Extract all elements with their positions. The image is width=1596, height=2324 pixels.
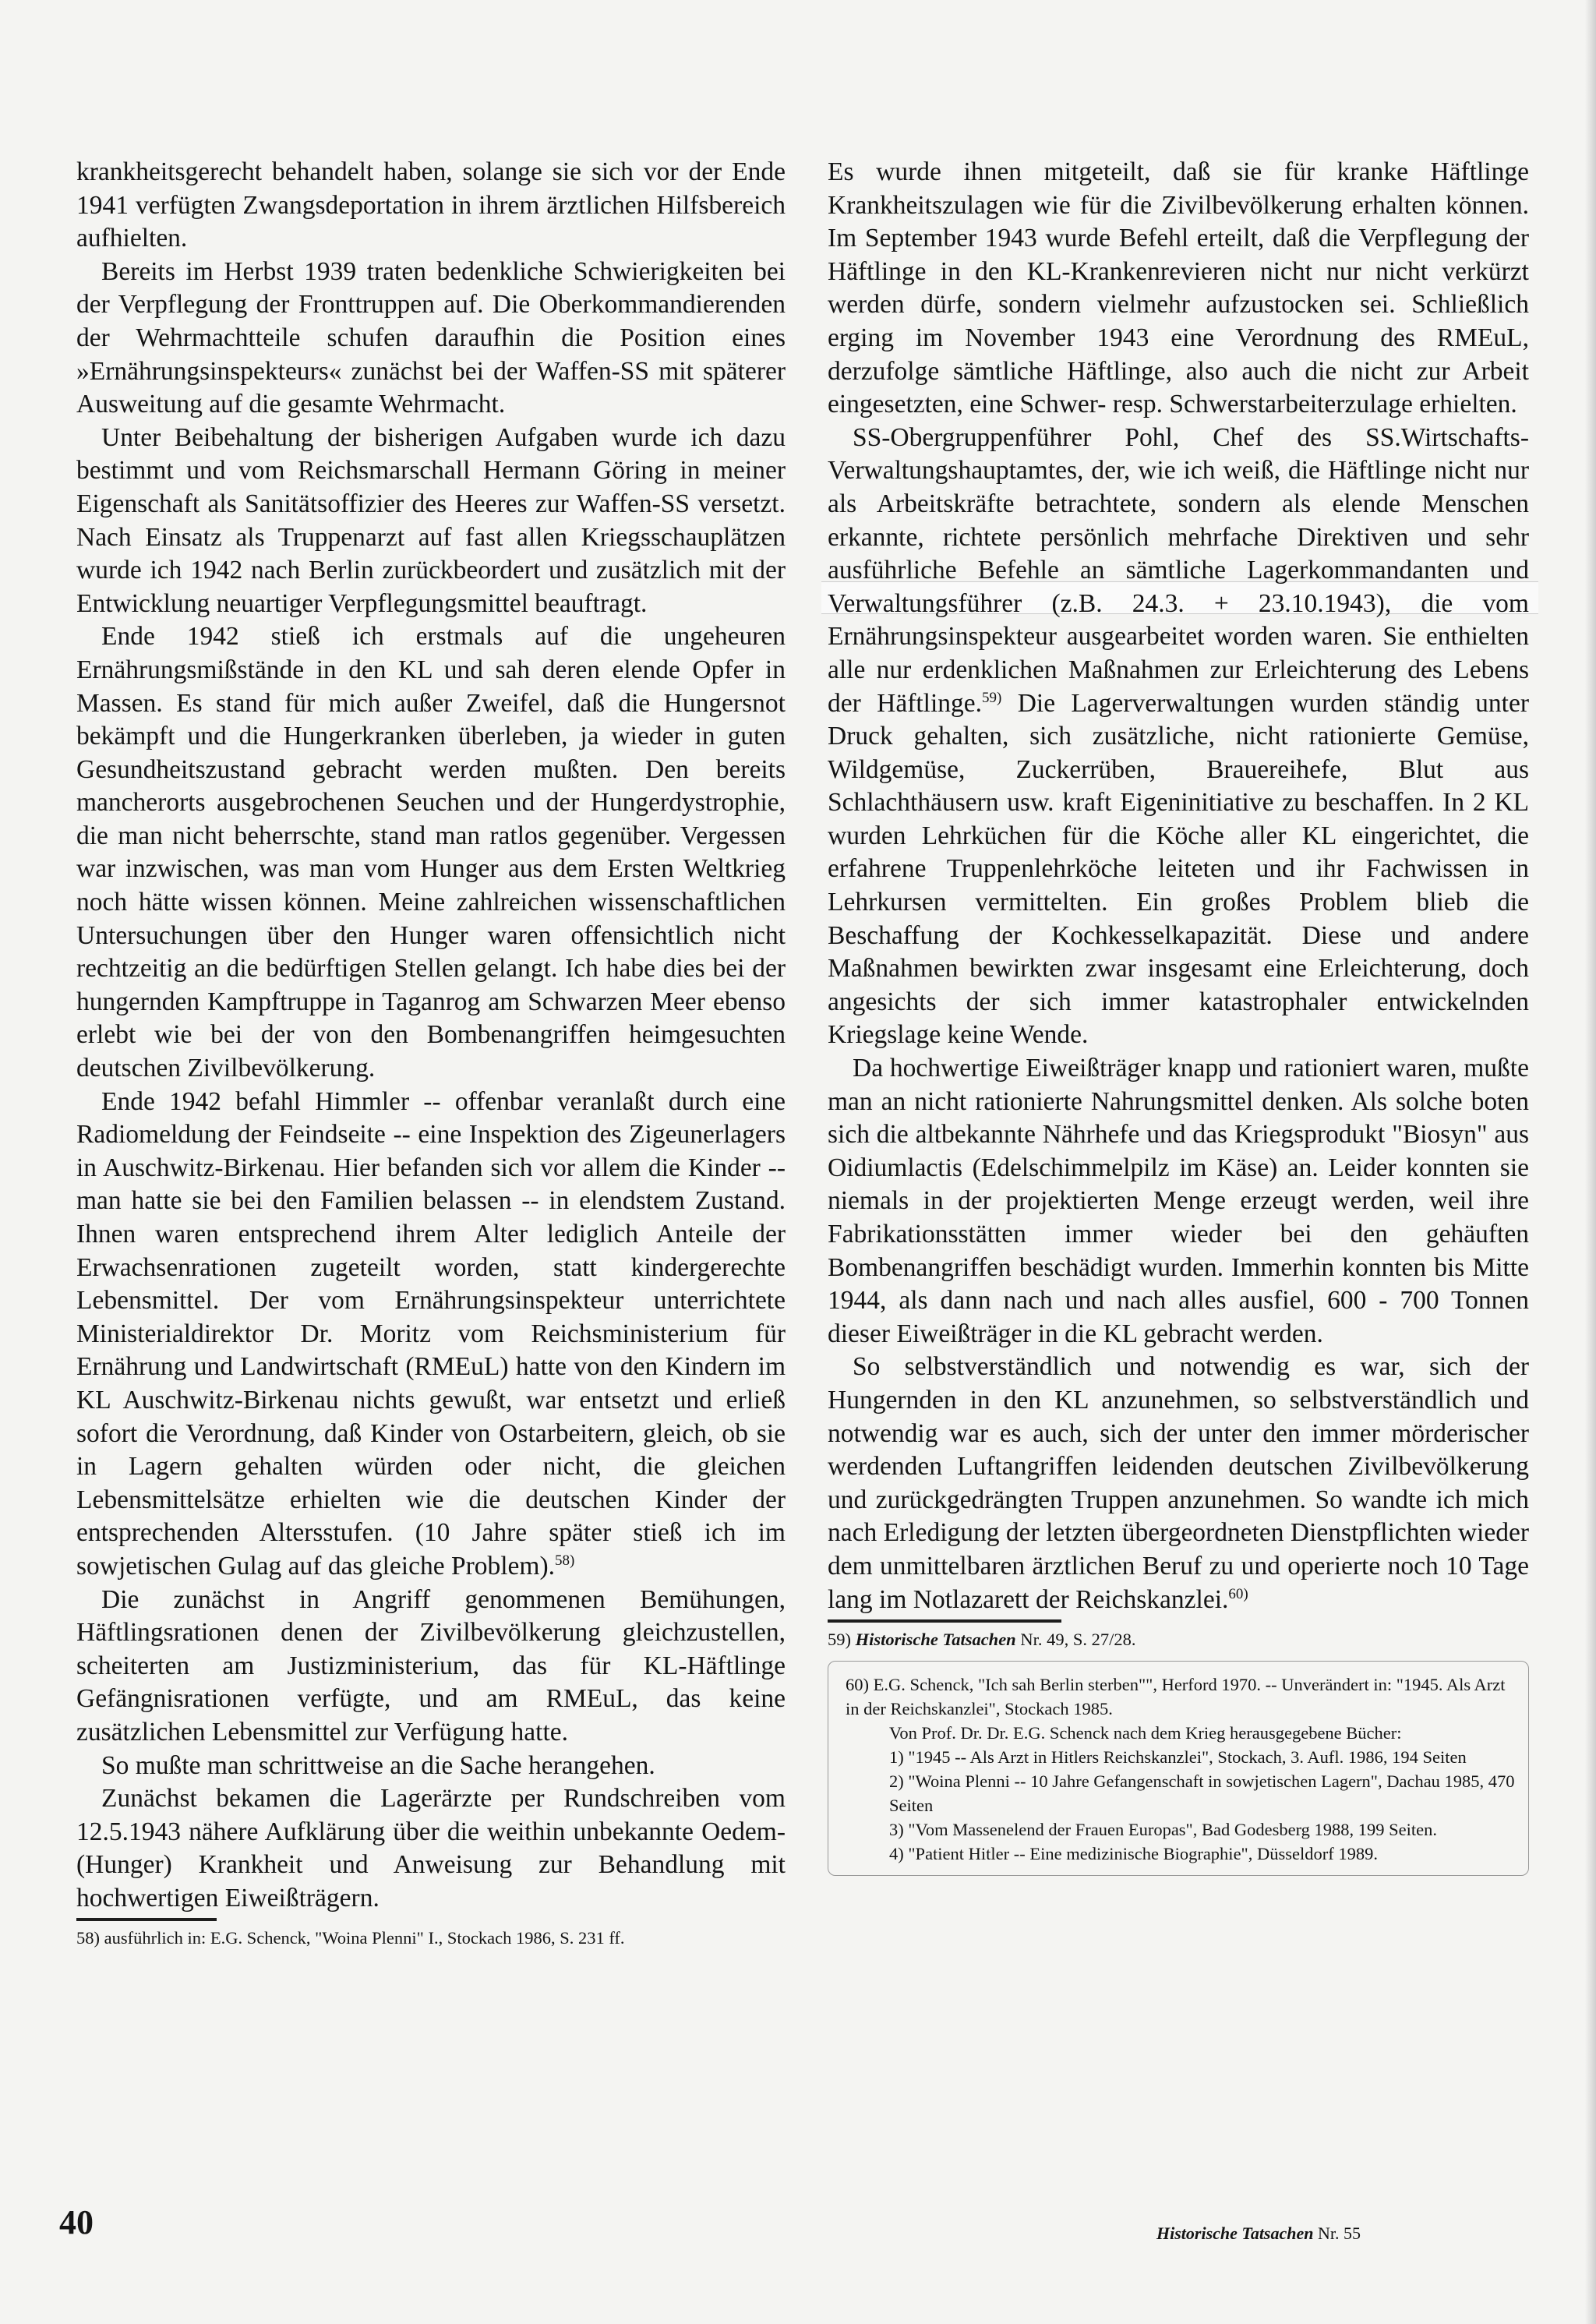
footnote-59-source: Historische Tatsachen [855, 1630, 1016, 1650]
footnote-60-list [846, 1672, 1516, 1866]
page-number: 40 [59, 2203, 94, 2241]
paragraph-2: Bereits im Herbst 1939 traten bedenkliche Schwierigkeiten bei der Verpflegung der Fronttruppen auf. Die Oberkommandierenden der Wehrmachtteile schufen daraufhin die Position eines »Ernährungsinspekteurs« zunächst bei der Waffen-SS mit späterer Ausweitung auf die gesamte Wehrmacht. [76, 256, 786, 419]
footnote-58: 58) ausführlich in: E.G. Schenck, "Woina Plenni" I., Stockach 1986, S. 231 ff. [76, 1928, 625, 1948]
scan-edge-shadow [1585, 0, 1596, 2324]
footnote-60-box [828, 1661, 1529, 1876]
footer-magazine [1156, 2223, 1361, 2244]
footnote-59-rest: Nr. 49, S. 27/28. [1015, 1630, 1136, 1650]
paragraph-r2 [828, 422, 1529, 1052]
paragraph-5 [76, 1086, 786, 1584]
footnote-60-book-2: 2) "Woina Plenni -- 10 Jahre Gefangenschaft in sowjetischen Lagern", Dachau 1985, 470 Seiten [889, 1771, 1515, 1816]
footnote-60-books-heading: Von Prof. Dr. Dr. E.G. Schenck nach dem Krieg herausgegebene Bücher: [889, 1723, 1402, 1743]
paragraph-r4-text: So selbstverständlich und notwendig es war, sich der Hungernden in den KL anzunehmen, so selbstverständlich und notwendig war es auch, sich der unter den immer mörderischer werdenden Luftangriffen leidenden deutschen Zivilbevölkerung und zurückgedrängten Truppen anzunehmen. So wandte ich mich nach Erledigung der letzten übergeordneten Dienstpflichten wieder dem unmittelbaren ärztlichen Beruf zu und operierte noch 10 Tage lang im Notlazarett der Reichskanzlei. [828, 1352, 1529, 1614]
paragraph-5-text: Ende 1942 befahl Himmler -- offenbar veranlaßt durch eine Radiomeldung der Feindseite -- eine Inspektion des Zigeunerlagers in Auschwitz-Birkenau. Hier befanden sich vor allem die Kinder -- man hatte sie bei den Familien belassen -- in elendstem Zustand. Ihnen waren entsprechend ihrem Alter lediglich Anteile der Erwachsenrationen zugeteilt worden, statt kindergerechte Lebensmittel. Der vom Ernährungsinspekteur unterrichtete Ministerialdirektor Dr. Moritz vom Reichsministerium für Ernährung und Landwirtschaft (RMEuL) hatte von den Kindern im KL Auschwitz-Birkenau nichts gewußt, war entsetzt und erließ sofort die Verordnung, daß Kinder von Ostarbeitern, gleich, ob sie in Lagern gehalten würden oder nicht, die gleichen Lebensmittelsätze erhielten wie die deutschen Kinder der entsprechenden Altersstufen. (10 Jahre später stieß ich im sowjetischen Gulag auf das gleiche Problem). [76, 1086, 786, 1581]
paragraph-1: krankheitsgerecht behandelt haben, solange sie sich vor der Ende 1941 verfügten Zwangsdeportation in ihrem ärztlichen Hilfsbereich aufhielten. [76, 157, 786, 253]
footnote-60-book-1: 1) "1945 -- Als Arzt in Hitlers Reichskanzlei", Stockach, 3. Aufl. 1986, 194 Seiten [889, 1747, 1467, 1768]
footnote-59 [828, 1627, 1529, 1651]
footnote-ref-58: 58) [555, 1552, 575, 1569]
footnote-60-book-3: 3) "Vom Massenelend der Frauen Europas", Bad Godesberg 1988, 199 Seiten. [889, 1820, 1438, 1840]
paragraph-r4 [828, 1351, 1529, 1616]
footer-issue: Nr. 55 [1318, 2223, 1361, 2243]
paragraph-7: So mußte man schrittweise an die Sache herangehen. [101, 1750, 655, 1780]
footnote-ref-60: 60) [1228, 1585, 1248, 1602]
right-column [828, 156, 1529, 1876]
paragraph-r2-text-a: SS-Obergruppenführer Pohl, Chef des SS.Wirtschafts-Verwaltungshauptamtes, der, wie ich weiß, die Häftlinge nicht nur als Arbeitskräfte betrachtete, sondern als elende Menschen erkannte, richtete persönlich mehrfache Direktiven und sehr ausführliche Befehle an sämtliche Lagerkommandanten und Verwaltungsführer (z.B. 24.3. + 23.10.1943), die vom Ernährungsinspekteur ausgearbeitet worden waren. Sie enthielten alle nur erdenklichen Maßnahmen zur Erleichterung des Lebens der Häftlinge. [828, 422, 1529, 718]
footnote-divider [76, 1918, 217, 1921]
paragraph-r2-text-b: Die Lagerverwaltungen wurden ständig unter Druck gehalten, sich zusätzliche, nicht rationierte Gemüse, Wildgemüse, Zuckerrüben, Brauereihefe, Blut aus Schlachthäusern usw. kraft Eigeninitiative zu beschaffen. In 2 KL wurden Lehrküchen für die Köche aller KL eingerichtet, die erfahrene Truppenlehrköche leiteten und ihr Fachwissen in Lehrkursen vermittelten. Ein großes Problem blieb die Beschaffung der Kochkesselkapazität. Diese und andere Maßnahmen bewirkten zwar insgesamt eine Erleichterung, doch angesichts der sich immer katastrophaler entwickelnden Kriegslage keine Wende. [828, 688, 1529, 1050]
left-column [76, 156, 786, 1950]
footnote-divider-right [828, 1619, 1061, 1623]
paragraph-r3: Da hochwertige Eiweißträger knapp und rationiert waren, mußte man an nicht rationierte Nahrungsmittel denken. Als solche boten sich die altbekannte Nährhefe und das Kriegsprodukt "Biosyn" aus Oidiumlactis (Edelschimmelpilz im Käse) an. Leider konnten sie niemals in der projektierten Menge erzeugt werden, weil ihre Fabrikationsstätten immer wieder bei den gehäuften Bombenangriffen beschädigt wurden. Immerhin konnten bis Mitte 1944, als dann nach und nach alles ausfiel, 600 - 700 Tonnen dieser Eiweißträger in die KL gebracht werden. [828, 1054, 1529, 1348]
paragraph-4: Ende 1942 stieß ich erstmals auf die ungeheuren Ernährungsmißstände in den KL und sah deren elende Opfer in Massen. Es stand für mich außer Zweifel, daß die Hungersnot bekämpft und die Hungerkranken überleben, ja wieder in guten Gesundheitszustand gebracht werden mußten. Den bereits mancherorts ausgebrochenen Seuchen und der Hungerdystrophie, die man nicht beherrschte, stand man ratlos gegenüber. Vergessen war inzwischen, was man vom Hunger aus dem Ersten Weltkrieg noch hätte wissen können. Meine zahlreichen wissenschaftlichen Untersuchungen über den Hunger waren offensichtlich nicht rechtzeitig an die bedürftigen Stellen gelangt. Ich habe dies bei der hungernden Kampftruppe in Taganrog am Schwarzen Meer ebenso erlebt wie bei der von den Bombenangriffen heimgesuchten deutschen Zivilbevölkerung. [76, 622, 786, 1083]
footnote-60-main: 60) E.G. Schenck, "Ich sah Berlin sterben"", Herford 1970. -- Unverändert in: "1945. Als Arzt in der Reichskanzlei", Stockach 1985. [846, 1675, 1506, 1719]
paragraph-6: Die zunächst in Angriff genommenen Bemühungen, Häftlingsrationen denen der Zivilbevölkerung gleichzustellen, scheiterten am Justizministerium, das für KL-Häftlinge Gefängnisrationen verfügte, und am RMEuL, das keine zusätzlichen Lebensmittel zur Verfügung hatte. [76, 1584, 786, 1747]
footnote-ref-59: 59) [982, 689, 1002, 706]
paragraph-8: Zunächst bekamen die Lagerärzte per Rundschreiben vom 12.5.1943 nähere Aufklärung über die weithin unbekannte Oedem- (Hunger) Krankheit und Anweisung zur Behandlung mit hochwertigen Eiweißträgern. [76, 1784, 786, 1913]
paragraph-r1: Es wurde ihnen mitgeteilt, daß sie für kranke Häftlinge Krankheitszulagen wie für die Zivilbevölkerung erhalten können. Im September 1943 wurde Befehl erteilt, daß die Verpflegung der Häftlinge in den KL-Krankenrevieren nicht nur nicht verkürzt werden dürfe, sondern vielmehr aufzustocken sei. Schließlich erging im November 1943 eine Verordnung des RMEuL, derzufolge sämtliche Häftlinge, also auch die nicht zur Arbeit eingesetzten, eine Schwer- resp. Schwerstarbeiterzulage erhielten. [828, 157, 1529, 419]
paragraph-3: Unter Beibehaltung der bisherigen Aufgaben wurde ich dazu bestimmt und vom Reichsmarschall Hermann Göring in meiner Eigenschaft als Sanitätsoffizier des Heeres zur Waffen-SS versetzt. Nach Einsatz als Truppenarzt auf fast allen Kriegsschauplätzen wurde ich 1942 nach Berlin zurückbeordert und zusätzlich mit der Entwicklung neuartiger Verpflegungsmittel beauftragt. [76, 422, 786, 618]
footnote-59-number: 59) [828, 1630, 851, 1650]
footnote-60-book-4: 4) "Patient Hitler -- Eine medizinische Biographie", Düsseldorf 1989. [889, 1844, 1378, 1864]
footer-magazine-title: Historische Tatsachen [1156, 2223, 1314, 2243]
